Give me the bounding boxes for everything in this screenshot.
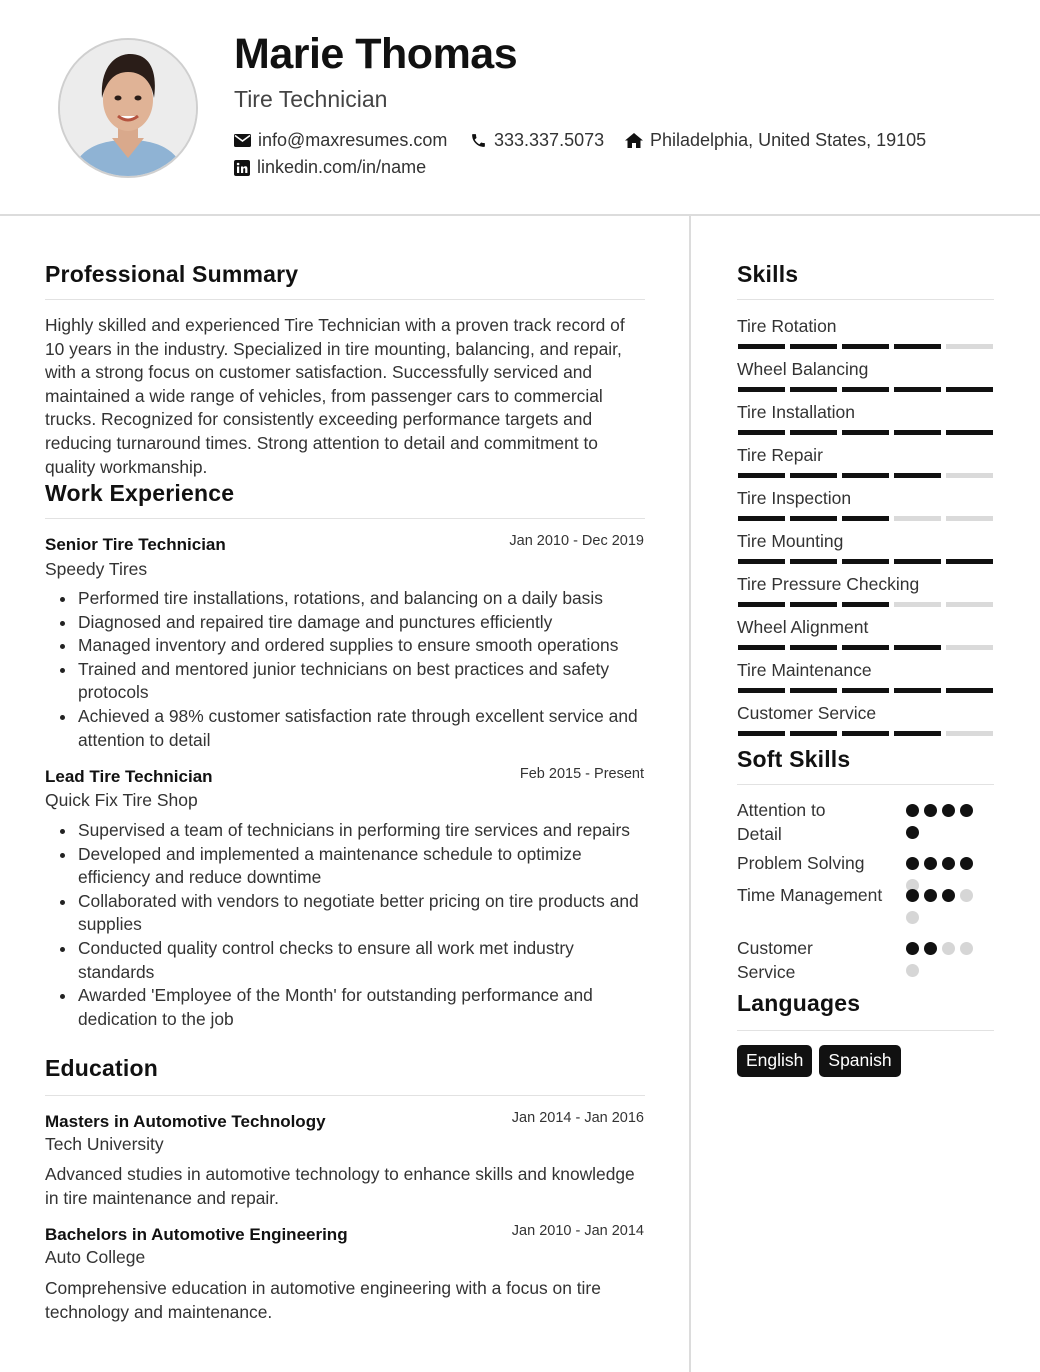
rating-dot: [906, 942, 919, 955]
list-item: Trained and mentored junior technicians on best practices and safety protocols: [45, 658, 645, 705]
rating-dot: [960, 804, 973, 817]
skill-level-segment: [738, 473, 785, 478]
skill-level-segment: [946, 387, 993, 392]
skill-label: Wheel Alignment: [737, 617, 869, 637]
contact-phone[interactable]: [470, 130, 604, 151]
education-heading: Education: [45, 1055, 158, 1081]
rating-dot: [906, 804, 919, 817]
skill-label: Tire Pressure Checking: [737, 574, 920, 594]
rating-dot: [924, 857, 937, 870]
soft-skill-label: Problem Solving: [737, 853, 865, 873]
soft-skill-label: Attention to Detail: [737, 800, 826, 844]
skill-level-segment: [790, 387, 837, 392]
skill-label: Tire Inspection: [737, 488, 852, 508]
job-bullets: [45, 819, 645, 1031]
job-title: Lead Tire Technician: [45, 767, 213, 786]
skill-level-segment: [842, 688, 889, 693]
skill-level-segment: [946, 473, 993, 478]
skill-level-segment: [946, 344, 993, 349]
skill-level-segment: [946, 602, 993, 607]
summary-heading: Professional Summary: [45, 261, 299, 287]
skill-level-segment: [738, 645, 785, 650]
education-rule: [45, 1095, 645, 1096]
skill-label: Tire Maintenance: [737, 660, 872, 680]
skill-level-segment: [894, 344, 941, 349]
rating-dot: [942, 889, 955, 902]
skill-level-segment: [790, 602, 837, 607]
skill-level-segment: [894, 473, 941, 478]
rating-dot: [942, 857, 955, 870]
list-item: Awarded 'Employee of the Month' for outstanding performance and dedication to the job: [45, 984, 645, 1031]
skill-level-segment: [738, 731, 785, 736]
skill-level-segment: [790, 688, 837, 693]
rating-dot: [906, 857, 919, 870]
skill-level-bar: [738, 516, 993, 521]
skill-level-segment: [842, 387, 889, 392]
degree-title: Bachelors in Automotive Engineering: [45, 1225, 348, 1244]
skill-level-segment: [738, 602, 785, 607]
contact-location: [625, 130, 926, 151]
soft-skills-heading: Soft Skills: [737, 746, 851, 772]
soft-skill-rating: [906, 942, 982, 977]
degree-description: Advanced studies in automotive technology to enhance skills and knowledge in tire maintenance and repair.: [45, 1164, 635, 1208]
language-badge: Spanish: [819, 1045, 900, 1077]
skill-level-segment: [894, 559, 941, 564]
skill-level-segment: [894, 430, 941, 435]
linkedin-text: linkedin.com/in/name: [257, 157, 427, 177]
skill-level-segment: [790, 645, 837, 650]
skill-level-segment: [946, 516, 993, 521]
skills-heading: Skills: [737, 261, 799, 287]
linkedin-icon: [234, 160, 250, 176]
rating-dot: [942, 804, 955, 817]
list-item: Collaborated with vendors to negotiate better pricing on tire products and supplies: [45, 890, 645, 937]
list-item: Supervised a team of technicians in performing tire services and repairs: [45, 819, 645, 843]
skill-label: Tire Installation: [737, 402, 856, 422]
rating-dot: [942, 942, 955, 955]
skill-label: Customer Service: [737, 703, 877, 723]
soft-skills-rule: [737, 784, 994, 785]
skill-level-bar: [738, 430, 993, 435]
rating-dot: [906, 911, 919, 924]
job-company: Speedy Tires: [45, 559, 148, 579]
summary-text: Highly skilled and experienced Tire Technician with a proven track record of 10 years in the industry. Specialized in tire mounting, balancing, and repair, with a strong focus on customer satisfaction. Successfully serviced and maintained a wide range of vehicles, from passenger cars to commercial trucks. Recognized for consistently exceeding performance targets and reducing turnaround times. Strong attention to detail and commitment to quality workmanship.: [45, 315, 625, 477]
degree-dates: Jan 2010 - Jan 2014: [511, 1223, 644, 1239]
resume-header: [0, 0, 1040, 216]
envelope-icon: [234, 134, 251, 147]
skill-level-segment: [894, 731, 941, 736]
degree-title: Masters in Automotive Technology: [45, 1112, 326, 1131]
job-title: Senior Tire Technician: [45, 535, 226, 554]
soft-skill-rating: [906, 804, 982, 839]
skill-level-bar: [738, 473, 993, 478]
list-item: Achieved a 98% customer satisfaction rate through excellent service and attention to detail: [45, 705, 645, 752]
skill-level-segment: [842, 645, 889, 650]
skill-level-segment: [790, 731, 837, 736]
skill-level-segment: [894, 602, 941, 607]
job-dates: Jan 2010 - Dec 2019: [509, 533, 644, 549]
list-item: Diagnosed and repaired tire damage and punctures efficiently: [45, 611, 645, 635]
skill-level-segment: [946, 430, 993, 435]
skill-level-segment: [738, 344, 785, 349]
skill-level-segment: [946, 559, 993, 564]
skill-level-segment: [894, 645, 941, 650]
rating-dot: [960, 857, 973, 870]
contact-linkedin[interactable]: [234, 157, 426, 178]
skills-rule: [737, 299, 994, 300]
skill-level-segment: [738, 387, 785, 392]
soft-skill-rating: [906, 857, 982, 892]
degree-dates: Jan 2014 - Jan 2016: [511, 1110, 644, 1126]
experience-rule: [45, 518, 645, 519]
column-divider: [689, 214, 691, 1372]
skill-level-segment: [946, 688, 993, 693]
list-item: Managed inventory and ordered supplies to ensure smooth operations: [45, 634, 645, 658]
job-company: Quick Fix Tire Shop: [45, 790, 198, 810]
degree-description: Comprehensive education in automotive engineering with a focus on tire technology and maintenance.: [45, 1278, 601, 1322]
rating-dot: [906, 826, 919, 839]
skill-level-segment: [894, 688, 941, 693]
language-badge: English: [737, 1045, 812, 1077]
skill-level-segment: [790, 430, 837, 435]
soft-skill-label: Customer Service: [737, 938, 813, 982]
school-name: Tech University: [45, 1134, 164, 1154]
rating-dot: [924, 804, 937, 817]
skill-level-segment: [790, 559, 837, 564]
skill-level-segment: [790, 516, 837, 521]
skill-level-segment: [842, 430, 889, 435]
rating-dot: [906, 889, 919, 902]
skill-level-segment: [894, 516, 941, 521]
skill-level-segment: [946, 731, 993, 736]
rating-dot: [924, 889, 937, 902]
languages-rule: [737, 1030, 994, 1031]
skill-level-bar: [738, 602, 993, 607]
skill-level-segment: [842, 516, 889, 521]
list-item: Developed and implemented a maintenance schedule to optimize efficiency and reduce downtime: [45, 843, 645, 890]
skill-level-segment: [842, 559, 889, 564]
job-dates: Feb 2015 - Present: [519, 766, 644, 782]
rating-dot: [960, 942, 973, 955]
skill-level-bar: [738, 387, 993, 392]
skill-level-segment: [842, 602, 889, 607]
skill-level-segment: [738, 688, 785, 693]
skill-level-segment: [894, 387, 941, 392]
skill-level-bar: [738, 731, 993, 736]
skill-level-segment: [738, 559, 785, 564]
home-icon: [625, 133, 643, 148]
skill-label: Tire Rotation: [737, 316, 837, 336]
candidate-name: Marie Thomas: [234, 30, 518, 78]
soft-skill-rating: [906, 889, 982, 924]
skill-level-segment: [790, 473, 837, 478]
languages-heading: Languages: [737, 990, 861, 1016]
skill-level-bar: [738, 645, 993, 650]
rating-dot: [924, 942, 937, 955]
skill-label: Wheel Balancing: [737, 359, 869, 379]
rating-dot: [906, 964, 919, 977]
summary-rule: [45, 299, 645, 300]
languages-list: [737, 1045, 901, 1077]
location-text: Philadelphia, United States, 19105: [650, 130, 927, 150]
experience-heading: Work Experience: [45, 480, 235, 506]
skill-level-segment: [738, 516, 785, 521]
skill-level-segment: [842, 731, 889, 736]
phone-icon: [470, 132, 487, 149]
phone-text: 333.337.5073: [494, 130, 605, 150]
skill-level-segment: [946, 645, 993, 650]
email-text: info@maxresumes.com: [258, 130, 448, 150]
list-item: Conducted quality control checks to ensure all work met industry standards: [45, 937, 645, 984]
skill-level-bar: [738, 344, 993, 349]
soft-skill-label: Time Management: [737, 885, 883, 905]
skill-label: Tire Mounting: [737, 531, 844, 551]
skill-level-bar: [738, 559, 993, 564]
candidate-title: Tire Technician: [234, 86, 388, 112]
skill-level-segment: [842, 473, 889, 478]
skill-level-segment: [738, 430, 785, 435]
rating-dot: [960, 889, 973, 902]
skill-level-segment: [842, 344, 889, 349]
job-bullets: [45, 587, 645, 752]
profile-photo: [58, 38, 198, 178]
school-name: Auto College: [45, 1247, 146, 1267]
contact-email[interactable]: [234, 130, 447, 151]
skill-label: Tire Repair: [737, 445, 823, 465]
list-item: Performed tire installations, rotations, and balancing on a daily basis: [45, 587, 645, 611]
skill-level-bar: [738, 688, 993, 693]
skill-level-segment: [790, 344, 837, 349]
